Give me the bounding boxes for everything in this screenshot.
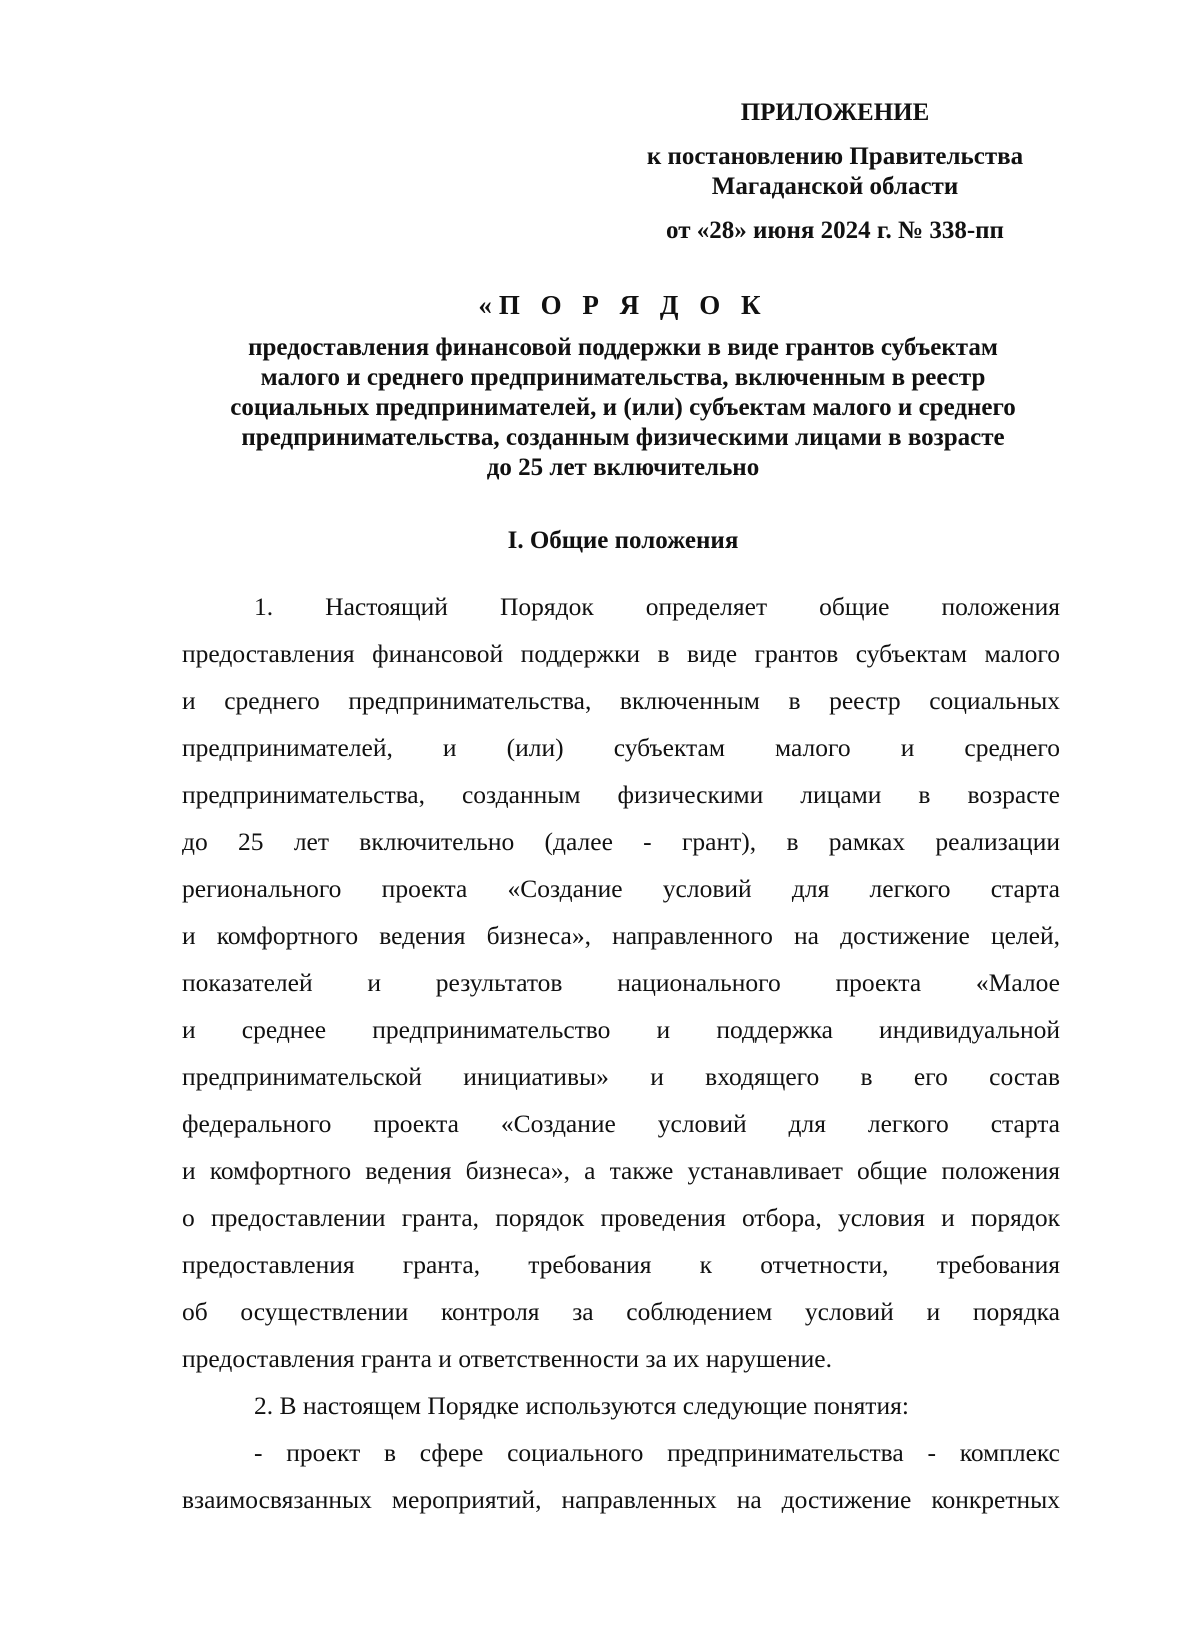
paragraph-1-line: предпринимательства, созданным физическими лицами в возрасте bbox=[182, 780, 1060, 809]
appendix-line-2: Магаданской области bbox=[711, 173, 959, 200]
paragraph-1-line: и комфортного ведения бизнеса», направленного на достижение целей, bbox=[182, 921, 1060, 950]
body-text bbox=[182, 583, 1060, 1523]
paragraph-2: 2. В настоящем Порядке используются следующие понятия: bbox=[254, 1391, 909, 1420]
paragraph-1-line: предоставления гранта, требования к отчетности, требования bbox=[182, 1250, 1060, 1279]
paragraph-1-line: до 25 лет включительно (далее - грант), в рамках реализации bbox=[182, 827, 1060, 856]
paragraph-1-line: и комфортного ведения бизнеса», а также устанавливает общие положения bbox=[182, 1156, 1060, 1185]
paragraph-1-line: об осуществлении контроля за соблюдением условий и порядка bbox=[182, 1297, 1060, 1326]
paragraph-1-line: предоставления гранта и ответственности за их нарушение. bbox=[182, 1344, 832, 1373]
title-line: социальных предпринимателей, и (или) субъектам малого и среднего bbox=[230, 394, 1016, 421]
paragraph-1-line: федерального проекта «Создание условий для легкого старта bbox=[182, 1109, 1060, 1138]
section-heading: I. Общие положения bbox=[507, 527, 739, 554]
paragraph-3-line: взаимосвязанных мероприятий, направленных на достижение конкретных bbox=[182, 1485, 1060, 1514]
title-line: малого и среднего предпринимательства, включенным в реестр bbox=[260, 364, 986, 391]
appendix-heading: ПРИЛОЖЕНИЕ bbox=[740, 99, 930, 126]
appendix-line-1: к постановлению Правительства bbox=[646, 143, 1024, 170]
paragraph-3-line: - проект в сфере социального предпринимательства - комплекс bbox=[254, 1438, 1060, 1467]
paragraph-1-line: и среднего предпринимательства, включенным в реестр социальных bbox=[182, 686, 1060, 715]
paragraph-1-line: предоставления финансовой поддержки в виде грантов субъектам малого bbox=[182, 639, 1060, 668]
paragraph-1-line: 1. Настоящий Порядок определяет общие положения bbox=[254, 592, 1060, 621]
title-line: предоставления финансовой поддержки в виде грантов субъектам bbox=[248, 334, 998, 361]
paragraph-1-line: и среднее предпринимательство и поддержка индивидуальной bbox=[182, 1015, 1060, 1044]
paragraph-1-line: предпринимательской инициативы» и входящего в его состав bbox=[182, 1062, 1060, 1091]
paragraph-1-line: регионального проекта «Создание условий для легкого старта bbox=[182, 874, 1060, 903]
paragraph-1-line: показателей и результатов национального проекта «Малое bbox=[182, 968, 1060, 997]
document-title-block bbox=[178, 290, 1068, 483]
document-title: «П О Р Я Д О К bbox=[478, 290, 768, 320]
title-line: до 25 лет включительно bbox=[486, 454, 760, 481]
appendix-date: от «28» июня 2024 г. № 338-пп bbox=[666, 217, 1004, 244]
appendix-block bbox=[600, 98, 1070, 246]
paragraph-1-line: предпринимателей, и (или) субъектам малого и среднего bbox=[182, 733, 1060, 762]
paragraph-1-line: о предоставлении гранта, порядок проведения отбора, условия и порядок bbox=[182, 1203, 1060, 1232]
title-line: предпринимательства, созданным физическими лицами в возрасте bbox=[241, 424, 1005, 451]
